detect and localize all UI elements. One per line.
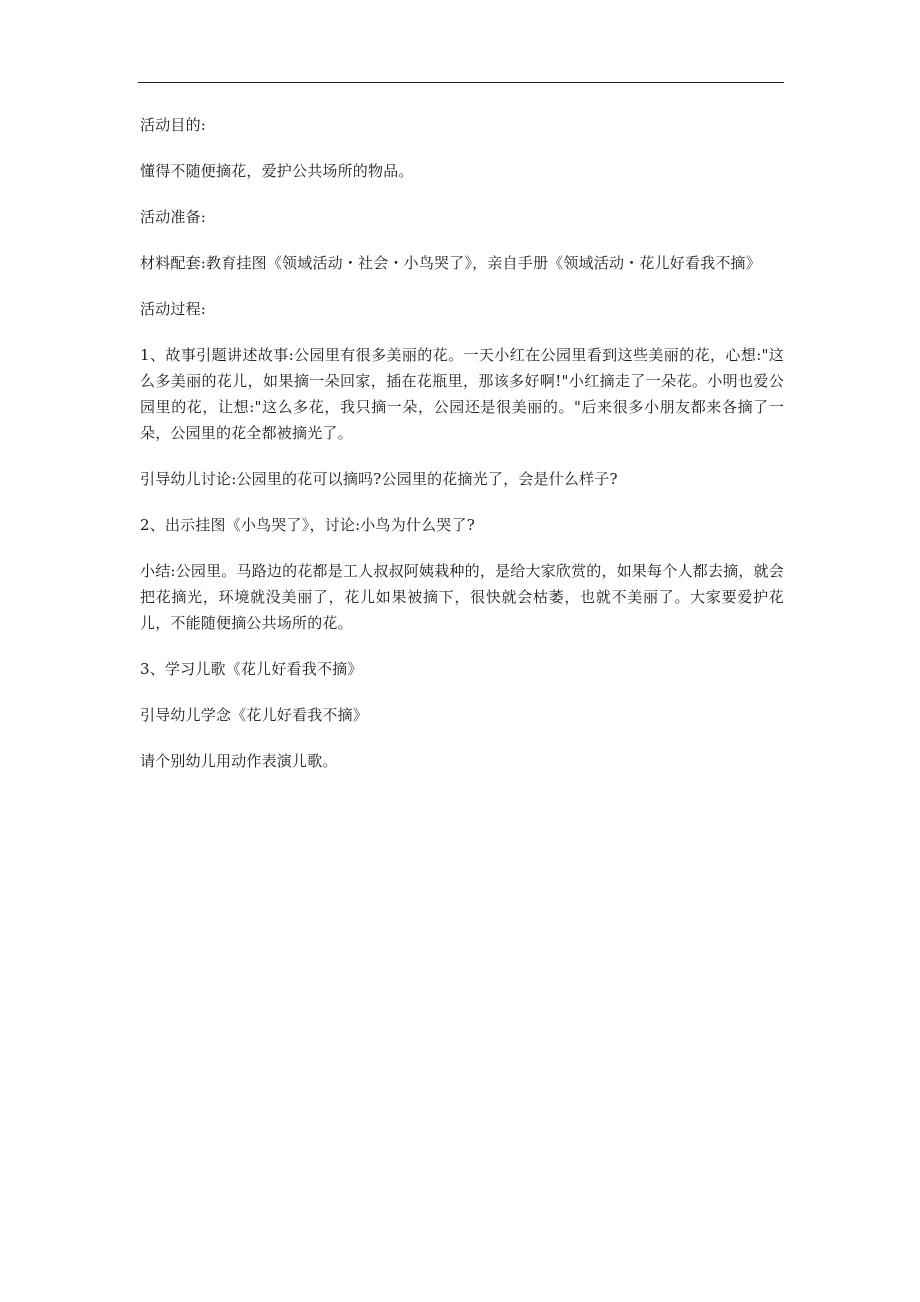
heading-activity-prep: 活动准备:	[140, 208, 207, 226]
paragraph-step-2: 2、出示挂图《小鸟哭了》，讨论:小鸟为什么哭了?	[140, 516, 475, 534]
paragraph-perform: 请个别幼儿用动作表演儿歌。	[140, 752, 338, 770]
paragraph-discussion: 引导幼儿讨论:公园里的花可以摘吗?公园里的花摘光了，会是什么样子?	[140, 470, 618, 488]
paragraph-goal: 懂得不随便摘花，爱护公共场所的物品。	[140, 162, 414, 180]
paragraph-summary: 小结:公园里。马路边的花都是工人叔叔阿姨栽种的，是给大家欣赏的，如果每个人都去摘，就会把花摘光，环境就没美丽了，花儿如果被摘下，很快就会枯萎，也就不美丽了。大家要爱护花儿，不能随便摘公共场所的花。	[140, 562, 784, 632]
document-body	[140, 112, 784, 794]
paragraph-step-3: 3、学习儿歌《花儿好看我不摘》	[140, 660, 363, 678]
paragraph-story: 1、故事引题讲述故事:公园里有很多美丽的花。一天小红在公园里看到这些美丽的花，心想:"这么多美丽的花儿，如果摘一朵回家，插在花瓶里，那该多好啊!"小红摘走了一朵花。小明也爱公园里的花，让想:"这么多花，我只摘一朵，公园还是很美丽的。"后来很多小朋友都来各摘了一朵，公园里的花全都被摘光了。	[140, 346, 784, 442]
header-rule	[138, 82, 784, 83]
paragraph-materials: 材料配套:教育挂图《领域活动・社会・小鸟哭了》，亲自手册《领域活动・花儿好看我不摘》	[140, 254, 761, 272]
paragraph-recite: 引导幼儿学念《花儿好看我不摘》	[140, 706, 369, 724]
heading-activity-goal: 活动目的:	[140, 116, 207, 134]
heading-activity-process: 活动过程:	[140, 300, 207, 318]
